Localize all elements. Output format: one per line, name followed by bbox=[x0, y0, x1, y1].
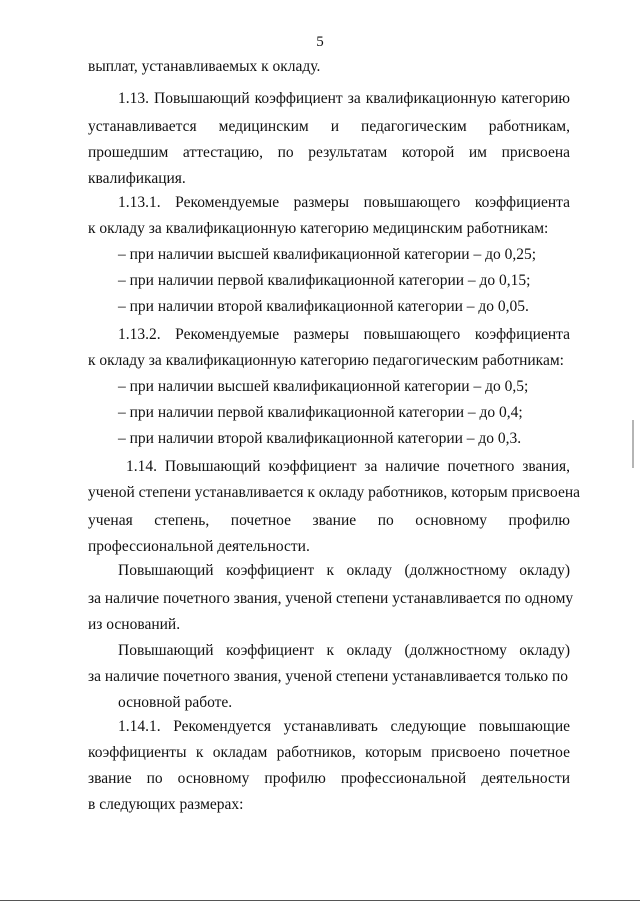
text-line: коэффициенты к окладам работников, которым присвоено почетное bbox=[88, 744, 570, 761]
text-line: 1.13. Повышающий коэффициент за квалификационную категорию bbox=[118, 90, 570, 107]
text-line: к окладу за квалификационную категорию педагогическим работникам: bbox=[88, 352, 564, 369]
text-line: 1.13.2. Рекомендуемые размеры повышающего коэффициента bbox=[118, 326, 570, 343]
text-line: – при наличии второй квалификационной категории – до 0,3. bbox=[118, 430, 522, 447]
text-line: – при наличии первой квалификационной категории – до 0,15; bbox=[118, 272, 531, 289]
text-line: ученой степени устанавливается к окладу работников, которым присвоена bbox=[88, 484, 581, 501]
text-line: устанавливается медицинским и педагогическим работникам, bbox=[88, 118, 570, 135]
text-line: за наличие почетного звания, ученой степени устанавливается только по bbox=[88, 668, 569, 685]
text-line: 1.13.1. Рекомендуемые размеры повышающего коэффициента bbox=[118, 194, 570, 211]
text-line: 1.14. Повышающий коэффициент за наличие почетного звания, bbox=[126, 458, 570, 475]
text-line: звание по основному профилю профессиональной деятельности bbox=[88, 770, 570, 787]
text-line: – при наличии первой квалификационной категории – до 0,4; bbox=[118, 404, 523, 421]
scan-margin-mark bbox=[632, 420, 634, 468]
text-line: основной работе. bbox=[118, 694, 233, 711]
page-number: 5 bbox=[316, 34, 324, 50]
text-line: профессиональной деятельности. bbox=[88, 538, 310, 555]
text-line: из оснований. bbox=[88, 616, 181, 633]
text-line: – при наличии высшей квалификационной категории – до 0,5; bbox=[118, 378, 529, 395]
text-line: прошедшим аттестацию, по результатам которой им присвоена bbox=[88, 144, 570, 161]
text-line: – при наличии второй квалификационной категории – до 0,05. bbox=[118, 298, 529, 315]
text-line: Повышающий коэффициент к окладу (должностному окладу) bbox=[118, 562, 570, 579]
text-line: ученая степень, почетное звание по основному профилю bbox=[88, 512, 570, 529]
text-line: в следующих размерах: bbox=[88, 796, 244, 813]
text-line: Повышающий коэффициент к окладу (должностному окладу) bbox=[118, 642, 570, 659]
text-line: за наличие почетного звания, ученой степени устанавливается по одному bbox=[88, 590, 574, 607]
text-line: – при наличии высшей квалификационной категории – до 0,25; bbox=[118, 246, 537, 263]
text-line: квалификация. bbox=[88, 170, 186, 187]
text-line: 1.14.1. Рекомендуется устанавливать следующие повышающие bbox=[118, 718, 570, 735]
bottom-rule bbox=[0, 900, 640, 901]
text-line: к окладу за квалификационную категорию медицинским работникам: bbox=[88, 220, 549, 237]
text-line: выплат, устанавливаемых к окладу. bbox=[88, 58, 321, 75]
